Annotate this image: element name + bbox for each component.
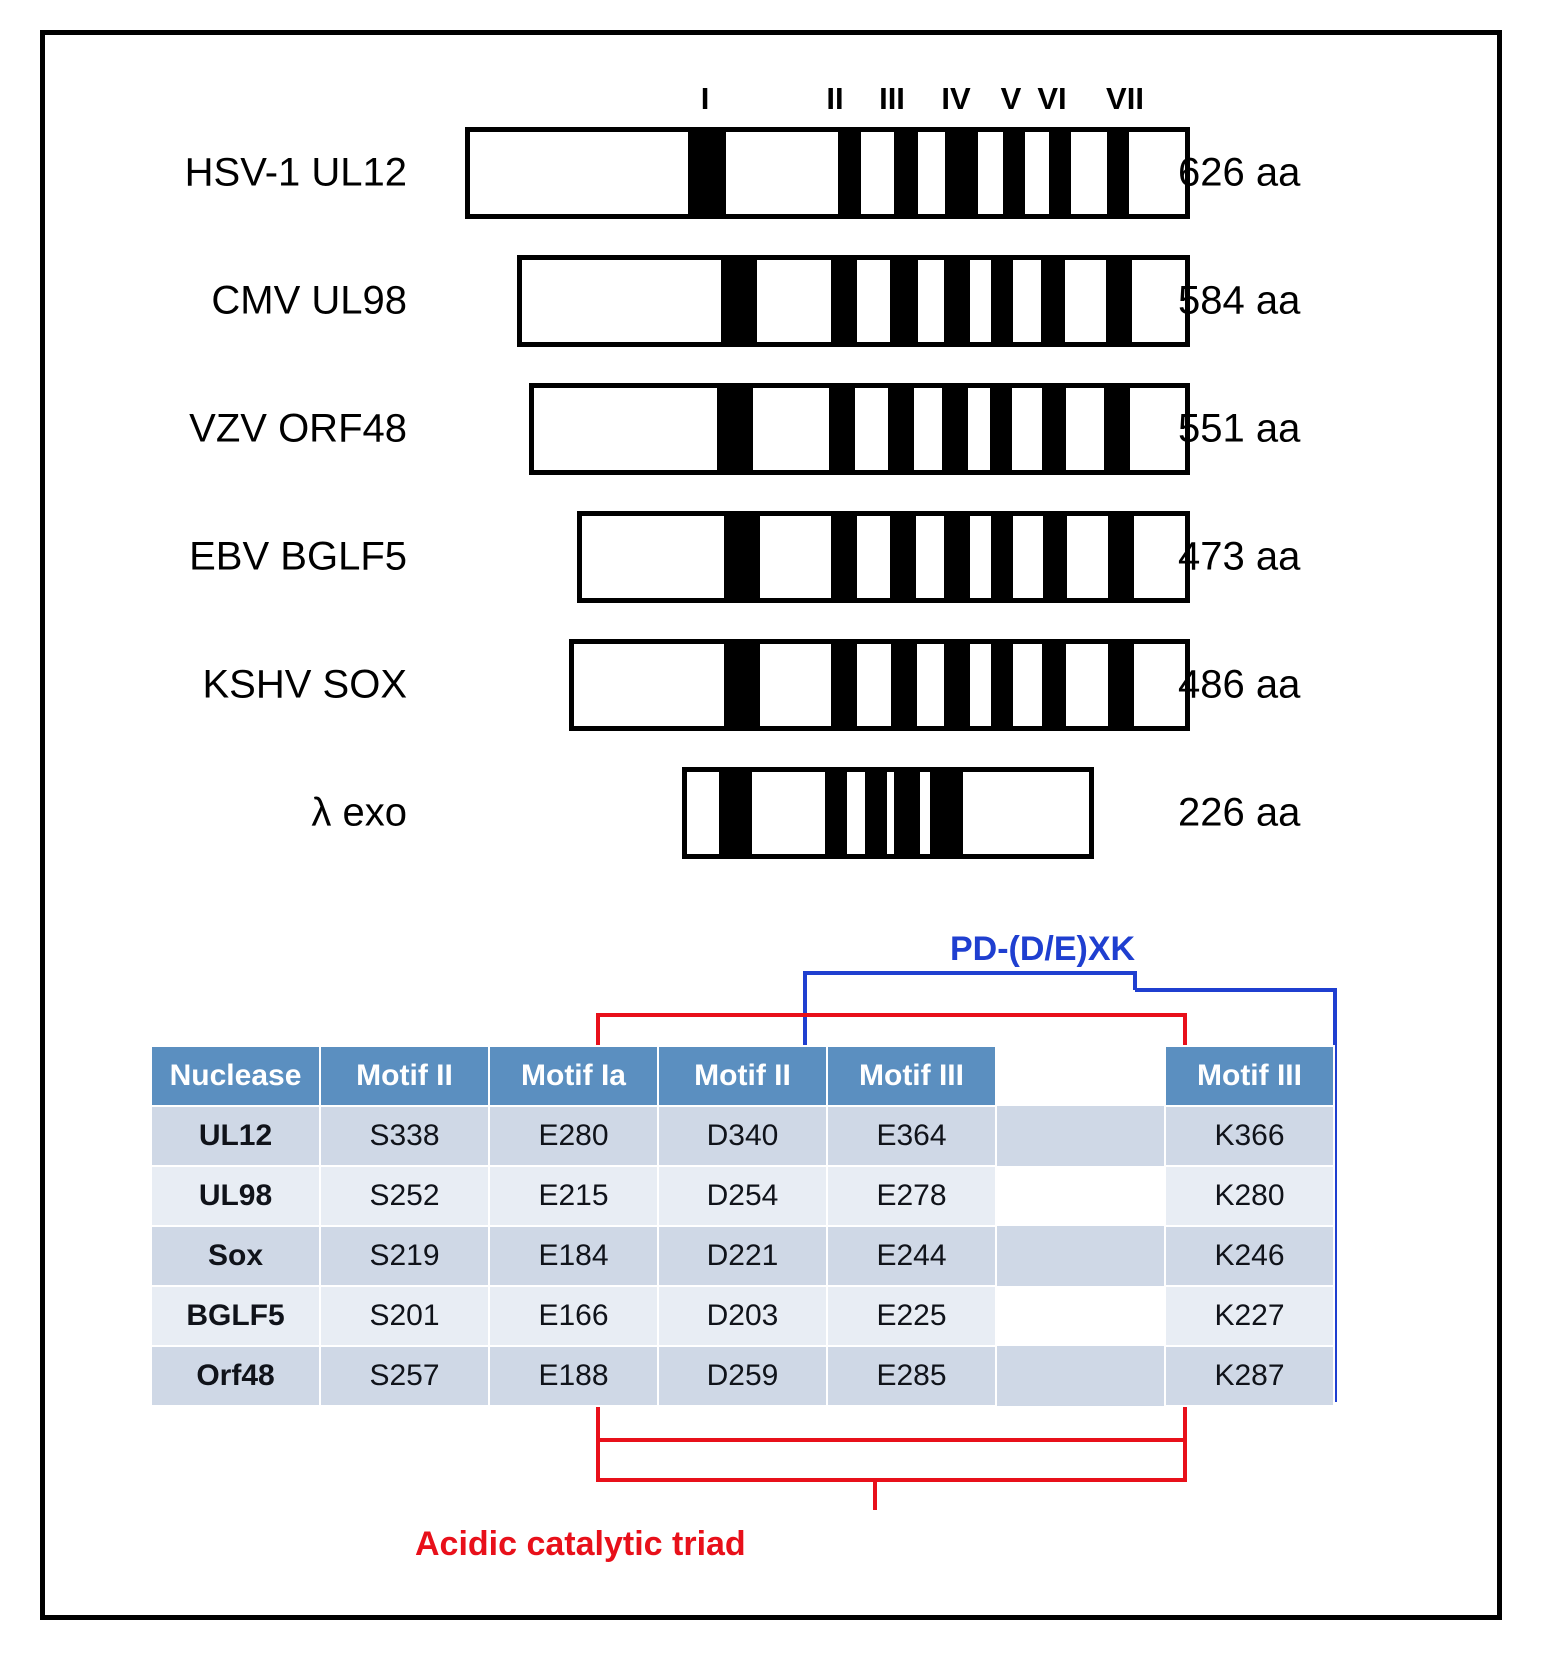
- protein-bar: [529, 383, 1190, 475]
- motif-block: [894, 127, 918, 219]
- col-header-motif-ii-b: Motif II: [658, 1046, 827, 1106]
- cell-motif-iii-b: K227: [1165, 1286, 1334, 1346]
- motif-block: [888, 383, 914, 475]
- motif-block: [831, 639, 857, 731]
- col-header-motif-iii-b: Motif III: [1165, 1046, 1334, 1106]
- protein-bar: [577, 511, 1190, 603]
- cell-spacer: [996, 1166, 1165, 1226]
- protein-bar: [517, 255, 1190, 347]
- motif-block: [1049, 127, 1071, 219]
- col-header-motif-ia: Motif Ia: [489, 1046, 658, 1106]
- protein-row: [45, 123, 1497, 223]
- cell-spacer: [996, 1346, 1165, 1406]
- motif-block: [724, 639, 760, 731]
- motif-block: [890, 255, 918, 347]
- protein-length-label: 473 aa: [1178, 534, 1301, 579]
- motif-block: [719, 767, 752, 859]
- motif-label-row: [45, 83, 1497, 123]
- motif-table-area: [45, 915, 1497, 1615]
- motif-block: [990, 383, 1012, 475]
- protein-bar: [682, 767, 1094, 859]
- motif-block: [717, 383, 753, 475]
- protein-row: [45, 763, 1497, 863]
- cell-motif-ii-b: D203: [658, 1286, 827, 1346]
- protein-row: [45, 251, 1497, 351]
- protein-length-label: 486 aa: [1178, 662, 1301, 707]
- cell-motif-ia: E188: [489, 1346, 658, 1406]
- table-header-row: [151, 1046, 1334, 1106]
- protein-name: VZV ORF48: [189, 406, 407, 451]
- cell-motif-ia: E166: [489, 1286, 658, 1346]
- motif-block: [825, 767, 847, 859]
- protein-length-label: 226 aa: [1178, 790, 1301, 835]
- motif-block: [831, 255, 857, 347]
- protein-length-label: 551 aa: [1178, 406, 1301, 451]
- motif-block: [991, 255, 1013, 347]
- motif-label: II: [826, 81, 844, 116]
- motif-block: [1042, 639, 1066, 731]
- cell-motif-ia: E215: [489, 1166, 658, 1226]
- cell-spacer: [996, 1106, 1165, 1166]
- col-header-spacer: [996, 1046, 1165, 1106]
- table-row: [151, 1226, 1334, 1286]
- table-row: [151, 1106, 1334, 1166]
- motif-block: [890, 511, 916, 603]
- protein-name: EBV BGLF5: [189, 534, 407, 579]
- motif-label: I: [700, 81, 710, 116]
- cell-motif-ii-a: S257: [320, 1346, 489, 1406]
- protein-length-label: 584 aa: [1178, 278, 1301, 323]
- protein-bar: [569, 639, 1190, 731]
- motif-table: [150, 1045, 1335, 1407]
- cell-motif-iii-a: E278: [827, 1166, 996, 1226]
- motif-block: [1108, 511, 1134, 603]
- cell-spacer: [996, 1286, 1165, 1346]
- cell-nuclease: UL12: [151, 1106, 320, 1166]
- cell-motif-ii-b: D221: [658, 1226, 827, 1286]
- cell-motif-iii-a: E364: [827, 1106, 996, 1166]
- motif-label: VI: [1037, 81, 1067, 116]
- acidic-bracket-left-leg: [598, 1440, 875, 1510]
- cell-nuclease: Orf48: [151, 1346, 320, 1406]
- motif-block: [944, 511, 970, 603]
- cell-motif-ia: E184: [489, 1226, 658, 1286]
- motif-block: [942, 383, 968, 475]
- cell-motif-iii-b: K287: [1165, 1346, 1334, 1406]
- cell-spacer: [996, 1226, 1165, 1286]
- cell-motif-ii-b: D340: [658, 1106, 827, 1166]
- cell-motif-iii-a: E244: [827, 1226, 996, 1286]
- pd-bracket-top: [805, 973, 1135, 990]
- protein-bar: [465, 127, 1190, 219]
- motif-block: [1107, 127, 1129, 219]
- motif-block: [1104, 383, 1130, 475]
- motif-block: [891, 639, 917, 731]
- motif-block: [945, 127, 978, 219]
- motif-block: [991, 639, 1013, 731]
- table-row: [151, 1346, 1334, 1406]
- pd-exk-label: PD-(D/E)XK: [950, 930, 1136, 968]
- motif-label: III: [879, 81, 905, 116]
- cell-motif-ii-a: S252: [320, 1166, 489, 1226]
- motif-block: [944, 639, 970, 731]
- col-header-motif-ii-a: Motif II: [320, 1046, 489, 1106]
- motif-block: [1041, 255, 1065, 347]
- table-body: [151, 1106, 1334, 1406]
- motif-block: [944, 255, 970, 347]
- cell-motif-ii-b: D259: [658, 1346, 827, 1406]
- protein-row: [45, 379, 1497, 479]
- protein-name: KSHV SOX: [202, 662, 407, 707]
- cell-motif-iii-a: E285: [827, 1346, 996, 1406]
- acidic-bracket-right-leg: [875, 1440, 1185, 1480]
- cell-motif-iii-b: K246: [1165, 1226, 1334, 1286]
- cell-motif-iii-b: K280: [1165, 1166, 1334, 1226]
- cell-motif-iii-b: K366: [1165, 1106, 1334, 1166]
- figure-frame: [40, 30, 1502, 1620]
- motif-label: VII: [1106, 81, 1144, 116]
- motif-block: [1106, 255, 1132, 347]
- cell-motif-ii-a: S201: [320, 1286, 489, 1346]
- protein-row: [45, 507, 1497, 607]
- motif-label: V: [1000, 81, 1022, 116]
- motif-block: [688, 127, 726, 219]
- motif-block: [1003, 127, 1025, 219]
- motif-block: [829, 383, 855, 475]
- motif-block: [991, 511, 1013, 603]
- protein-row: [45, 635, 1497, 735]
- table-row: [151, 1286, 1334, 1346]
- cell-nuclease: BGLF5: [151, 1286, 320, 1346]
- cell-nuclease: Sox: [151, 1226, 320, 1286]
- protein-length-label: 626 aa: [1178, 150, 1301, 195]
- motif-block: [930, 767, 963, 859]
- motif-block: [1042, 383, 1066, 475]
- motif-block: [894, 767, 920, 859]
- table-row: [151, 1166, 1334, 1226]
- protein-name: HSV-1 UL12: [184, 150, 407, 195]
- cell-motif-ia: E280: [489, 1106, 658, 1166]
- motif-block: [1108, 639, 1134, 731]
- protein-name: CMV UL98: [211, 278, 407, 323]
- protein-name: λ exo: [311, 790, 407, 835]
- motif-label: IV: [941, 81, 971, 116]
- acidic-triad-label: Acidic catalytic triad: [415, 1525, 746, 1563]
- cell-motif-ii-a: S338: [320, 1106, 489, 1166]
- cell-nuclease: UL98: [151, 1166, 320, 1226]
- motif-block: [721, 255, 757, 347]
- motif-block: [1043, 511, 1067, 603]
- motif-block: [865, 767, 887, 859]
- motif-block: [724, 511, 760, 603]
- cell-motif-ii-a: S219: [320, 1226, 489, 1286]
- cell-motif-iii-a: E225: [827, 1286, 996, 1346]
- col-header-nuclease: Nuclease: [151, 1046, 320, 1106]
- motif-block: [831, 511, 857, 603]
- motif-block: [838, 127, 861, 219]
- domain-diagram: [45, 35, 1497, 915]
- cell-motif-ii-b: D254: [658, 1166, 827, 1226]
- col-header-motif-iii-a: Motif III: [827, 1046, 996, 1106]
